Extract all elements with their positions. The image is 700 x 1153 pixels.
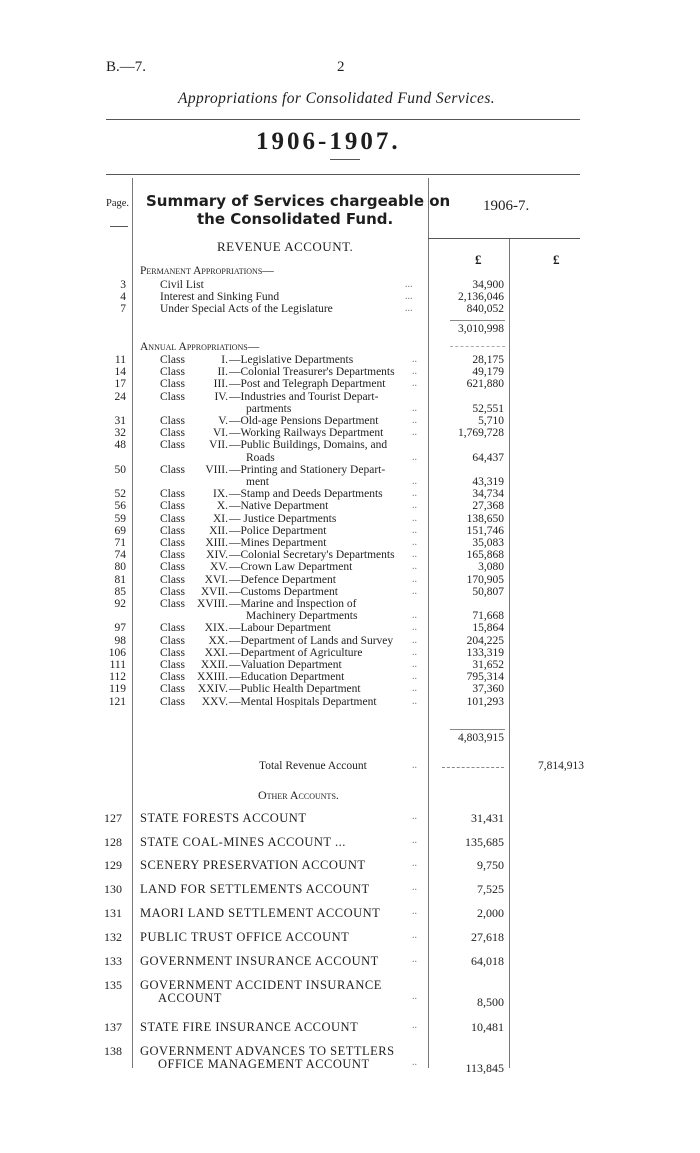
row-page-ref: 137 xyxy=(104,1020,122,1034)
row-class-label: Class xyxy=(160,366,185,379)
row-leader-dots: .. xyxy=(412,1020,417,1031)
row-page-ref: 56 xyxy=(114,500,126,513)
row-amount: 165,868 xyxy=(466,549,504,562)
row-class-label: Class xyxy=(160,622,185,635)
row-leader-dots: .. xyxy=(412,537,417,548)
row-class-numeral: XI. xyxy=(212,512,228,525)
row-class-label: Class xyxy=(160,439,185,452)
currency-symbol-1: £ xyxy=(475,252,482,267)
row-leader-dots: .. xyxy=(412,622,417,634)
row-description: —Colonial Treasurer's Departments xyxy=(229,366,395,379)
row-class-label: Class xyxy=(160,500,185,513)
page-number: 2 xyxy=(337,59,345,75)
row-amount: 64,018 xyxy=(471,954,504,968)
row-amount: 27,368 xyxy=(472,500,504,513)
row-description: —Labour Department xyxy=(229,622,331,635)
row-page-ref: 17 xyxy=(114,378,126,391)
row-class-label: Class xyxy=(160,683,185,696)
row-amount: 35,083 xyxy=(472,537,504,549)
row-description: Under Special Acts of the Legislature xyxy=(160,303,333,315)
row-page-ref: 98 xyxy=(114,634,126,647)
row-leader-dots: .. xyxy=(412,671,417,683)
row-description: STATE FIRE INSURANCE ACCOUNT xyxy=(140,1020,359,1034)
row-class-numeral: XVI. xyxy=(204,573,228,586)
row-description-continued: ment xyxy=(246,476,269,488)
row-class-label: Class xyxy=(160,634,185,647)
year-heading: 1906-1907. xyxy=(256,128,401,155)
row-leader-dots: ... xyxy=(405,291,413,302)
row-description: — Justice Departments xyxy=(229,512,337,525)
row-leader-dots: .. xyxy=(412,354,417,365)
page-subtitle: Appropriations for Consolidated Fund Services. xyxy=(178,90,496,107)
row-page-ref: 81 xyxy=(114,573,126,586)
row-description: STATE COAL-MINES ACCOUNT ... xyxy=(140,835,346,849)
row-page-ref: 128 xyxy=(104,835,122,849)
row-amount: 151,746 xyxy=(466,524,504,537)
row-description: GOVERNMENT ADVANCES TO SETTLERS xyxy=(140,1044,395,1058)
row-description: —Customs Department xyxy=(229,585,338,598)
row-page-ref: 92 xyxy=(114,598,126,610)
row-leader-dots: .. xyxy=(412,476,417,487)
row-class-numeral: XXIII. xyxy=(197,671,228,684)
row-page-ref: 135 xyxy=(104,978,122,992)
row-amount: 31,431 xyxy=(471,811,504,825)
row-page-ref: 111 xyxy=(109,659,126,671)
row-page-ref: 138 xyxy=(104,1044,122,1058)
row-class-label: Class xyxy=(160,549,185,562)
row-amount: 37,360 xyxy=(472,683,504,696)
row-amount: 64,437 xyxy=(472,451,504,464)
row-class-numeral: II. xyxy=(217,366,228,379)
amount-column-divider xyxy=(509,238,510,1068)
row-description: —Old-age Pensions Department xyxy=(229,415,379,427)
row-leader-dots: .. xyxy=(412,402,417,414)
row-leader-dots: .. xyxy=(412,549,417,561)
row-amount: 101,293 xyxy=(466,695,504,708)
row-description: —Marine and Inspection of xyxy=(229,598,357,610)
row-leader-dots: .. xyxy=(412,954,417,965)
row-leader-dots: ... xyxy=(405,303,413,314)
row-class-numeral: VII. xyxy=(209,439,228,452)
row-page-ref: 50 xyxy=(114,463,126,476)
row-class-label: Class xyxy=(160,573,185,586)
row-amount: 204,225 xyxy=(466,634,504,647)
row-description: PUBLIC TRUST OFFICE ACCOUNT xyxy=(140,930,350,944)
row-class-label: Class xyxy=(160,390,185,403)
permanent-subtotal: 3,010,998 xyxy=(458,323,504,335)
row-leader-dots: .. xyxy=(412,512,417,524)
row-description: —Police Department xyxy=(229,524,327,537)
row-amount: 31,652 xyxy=(472,659,504,671)
row-class-numeral: XIII. xyxy=(205,537,228,549)
row-class-label: Class xyxy=(160,463,185,476)
row-class-numeral: XXV. xyxy=(201,695,228,708)
row-description: —Public Health Department xyxy=(229,683,361,696)
row-page-ref: 97 xyxy=(114,622,126,635)
header-rule xyxy=(106,119,580,120)
row-amount: 135,685 xyxy=(465,835,504,849)
row-amount: 8,500 xyxy=(477,995,504,1009)
row-leader-dots: .. xyxy=(412,378,417,390)
row-description: —Defence Department xyxy=(229,573,336,586)
row-amount: 621,880 xyxy=(466,378,504,391)
row-amount: 113,845 xyxy=(465,1061,504,1075)
row-description: —Public Buildings, Domains, and xyxy=(229,439,388,452)
row-leader-dots: ... xyxy=(405,279,413,290)
row-class-label: Class xyxy=(160,488,185,501)
row-page-ref: 4 xyxy=(120,291,126,303)
row-leader-dots: .. xyxy=(412,1057,417,1068)
row-class-label: Class xyxy=(160,695,185,708)
row-class-numeral: XX. xyxy=(208,634,228,647)
row-amount: 28,175 xyxy=(472,354,504,366)
row-class-numeral: XXII. xyxy=(200,659,228,671)
row-description: —Colonial Secretary's Departments xyxy=(229,549,395,562)
row-description: —Post and Telegraph Department xyxy=(229,378,386,391)
row-class-numeral: VIII. xyxy=(205,463,228,476)
row-page-ref: 52 xyxy=(114,488,126,501)
row-page-ref: 32 xyxy=(114,427,126,440)
table-title-line1: Summary of Services chargeable on xyxy=(146,192,451,210)
row-leader-dots: .. xyxy=(412,634,417,646)
row-description-continued: Machinery Departments xyxy=(246,610,358,623)
permanent-subtotal-rule xyxy=(450,320,505,321)
row-description: —Department of Agriculture xyxy=(229,646,363,659)
row-page-ref: 119 xyxy=(109,683,126,696)
row-class-numeral: VI. xyxy=(212,427,228,440)
column-header-rule xyxy=(428,238,580,239)
row-class-numeral: XXIV. xyxy=(197,683,228,696)
row-leader-dots: .. xyxy=(412,695,417,707)
row-page-ref: 74 xyxy=(114,549,126,562)
row-amount: 133,319 xyxy=(466,646,504,659)
row-leader-dots: .. xyxy=(412,906,417,917)
row-class-label: Class xyxy=(160,537,185,549)
row-amount: 52,551 xyxy=(472,402,504,415)
row-page-ref: 133 xyxy=(104,954,122,968)
row-leader-dots: .. xyxy=(412,366,417,378)
row-description: —Working Railways Department xyxy=(229,427,384,440)
row-class-numeral: I. xyxy=(221,354,228,366)
permanent-appropriations-heading: Permanent Appropriations— xyxy=(140,265,274,277)
row-class-numeral: IV. xyxy=(214,390,228,403)
row-page-ref: 130 xyxy=(104,882,122,896)
row-amount: 34,900 xyxy=(472,279,504,291)
total-revenue-amount: 7,814,913 xyxy=(538,760,584,772)
row-class-label: Class xyxy=(160,378,185,391)
row-description-continued: ACCOUNT xyxy=(158,991,222,1005)
description-column-divider xyxy=(428,178,429,1068)
row-page-ref: 112 xyxy=(109,671,126,684)
row-page-ref: 14 xyxy=(114,366,126,379)
row-leader-dots: .. xyxy=(412,524,417,536)
row-page-ref: 11 xyxy=(114,354,126,366)
row-description: Civil List xyxy=(160,279,204,291)
row-amount: 2,136,046 xyxy=(458,291,504,303)
row-page-ref: 59 xyxy=(114,512,126,525)
row-page-ref: 132 xyxy=(104,930,122,944)
row-page-ref: 106 xyxy=(108,646,126,659)
table-title-line2: the Consolidated Fund. xyxy=(197,210,394,228)
row-description: —Printing and Stationery Depart- xyxy=(229,463,386,476)
row-amount: 27,618 xyxy=(471,930,504,944)
row-leader-dots: .. xyxy=(412,882,417,893)
row-description: —Department of Lands and Survey xyxy=(229,634,394,647)
row-description: STATE FORESTS ACCOUNT xyxy=(140,811,307,825)
row-amount: 138,650 xyxy=(466,512,504,525)
row-page-ref: 129 xyxy=(104,858,122,872)
row-amount: 2,000 xyxy=(477,906,504,920)
row-leader-dots: .. xyxy=(412,811,417,822)
row-leader-dots: .. xyxy=(412,991,417,1002)
annual-heading-dash xyxy=(450,346,505,347)
row-description: GOVERNMENT ACCIDENT INSURANCE xyxy=(140,978,382,992)
row-leader-dots: .. xyxy=(412,646,417,658)
row-amount: 1,769,728 xyxy=(458,427,504,440)
row-class-label: Class xyxy=(160,646,185,659)
row-description-continued: partments xyxy=(246,402,292,415)
year-underline xyxy=(330,159,360,160)
row-leader-dots: .. xyxy=(412,427,417,439)
row-leader-dots: .. xyxy=(412,610,417,622)
row-description: MAORI LAND SETTLEMENT ACCOUNT xyxy=(140,906,381,920)
row-leader-dots: .. xyxy=(412,451,417,463)
row-class-numeral: XXI. xyxy=(204,646,228,659)
row-description: LAND FOR SETTLEMENTS ACCOUNT xyxy=(140,882,370,896)
row-class-label: Class xyxy=(160,598,185,610)
row-amount: 170,905 xyxy=(466,573,504,586)
row-amount: 7,525 xyxy=(477,882,504,896)
row-description: GOVERNMENT INSURANCE ACCOUNT xyxy=(140,954,379,968)
row-page-ref: 48 xyxy=(114,439,126,452)
row-class-numeral: XIV. xyxy=(206,549,228,562)
row-page-ref: 69 xyxy=(114,524,126,537)
row-leader-dots: .. xyxy=(412,561,417,573)
row-page-ref: 31 xyxy=(114,415,126,427)
row-description: —Native Department xyxy=(229,500,329,513)
row-description: —Industries and Tourist Depart- xyxy=(229,390,379,403)
total-revenue-label: Total Revenue Account xyxy=(259,760,367,772)
row-amount: 3,080 xyxy=(478,561,504,574)
row-class-label: Class xyxy=(160,561,185,574)
row-page-ref: 71 xyxy=(114,537,126,549)
row-class-numeral: IX. xyxy=(212,488,228,501)
row-amount: 10,481 xyxy=(471,1020,504,1034)
annual-subtotal: 4,803,915 xyxy=(458,732,504,744)
row-page-ref: 80 xyxy=(114,561,126,574)
row-amount: 34,734 xyxy=(472,488,504,501)
row-page-ref: 121 xyxy=(108,695,126,708)
annual-appropriations-heading: Annual Appropriations— xyxy=(140,341,260,353)
row-class-label: Class xyxy=(160,671,185,684)
row-leader-dots: .. xyxy=(412,930,417,941)
row-class-numeral: XIX. xyxy=(204,622,228,635)
row-description: —Education Department xyxy=(229,671,345,684)
row-class-numeral: XVIII. xyxy=(197,598,228,610)
row-leader-dots: .. xyxy=(412,858,417,869)
row-page-ref: 7 xyxy=(120,303,126,315)
row-amount: 840,052 xyxy=(466,303,504,315)
row-leader-dots: .. xyxy=(412,500,417,512)
row-description: —Crown Law Department xyxy=(229,561,353,574)
row-class-label: Class xyxy=(160,512,185,525)
row-amount: 50,807 xyxy=(472,585,504,598)
page-column-divider xyxy=(132,178,133,1068)
row-description: —Legislative Departments xyxy=(229,354,354,366)
page-column-header: Page. xyxy=(106,198,130,209)
row-class-label: Class xyxy=(160,524,185,537)
period-header: 1906-7. xyxy=(483,198,530,214)
row-description: —Stamp and Deeds Departments xyxy=(229,488,383,501)
page-header-underline xyxy=(110,226,128,227)
row-description: —Mental Hospitals Department xyxy=(229,695,377,708)
row-description-continued: Roads xyxy=(246,451,275,464)
other-accounts-heading: Other Accounts. xyxy=(258,788,339,802)
row-leader-dots: .. xyxy=(412,683,417,695)
row-class-label: Class xyxy=(160,415,185,427)
row-description: —Valuation Department xyxy=(229,659,342,671)
total-revenue-dash xyxy=(442,767,504,768)
row-leader-dots: .. xyxy=(412,835,417,846)
row-class-label: Class xyxy=(160,354,185,366)
row-amount: 9,750 xyxy=(477,858,504,872)
row-class-numeral: III. xyxy=(213,378,228,391)
row-leader-dots: .. xyxy=(412,488,417,500)
revenue-account-heading: REVENUE ACCOUNT. xyxy=(217,239,354,254)
row-amount: 49,179 xyxy=(472,366,504,379)
row-leader-dots: .. xyxy=(412,585,417,597)
row-page-ref: 127 xyxy=(104,811,122,825)
row-class-numeral: V. xyxy=(218,415,228,427)
row-description-continued: OFFICE MANAGEMENT ACCOUNT xyxy=(158,1057,370,1071)
row-class-label: Class xyxy=(160,585,185,598)
row-class-numeral: X. xyxy=(216,500,228,513)
row-page-ref: 3 xyxy=(120,279,126,291)
row-page-ref: 85 xyxy=(114,585,126,598)
row-amount: 795,314 xyxy=(466,671,504,684)
row-leader-dots: .. xyxy=(412,659,417,670)
row-class-label: Class xyxy=(160,427,185,440)
row-class-label: Class xyxy=(160,659,185,671)
row-amount: 15,864 xyxy=(472,622,504,635)
row-amount: 43,319 xyxy=(472,476,504,488)
currency-symbol-2: £ xyxy=(553,252,560,267)
row-leader-dots: .. xyxy=(412,573,417,585)
row-description: —Mines Department xyxy=(229,537,327,549)
row-class-numeral: XVII. xyxy=(200,585,228,598)
document-ref: B.—7. xyxy=(106,59,147,75)
total-revenue-leader: .. xyxy=(412,760,417,771)
annual-subtotal-rule xyxy=(450,729,505,730)
row-page-ref: 24 xyxy=(114,390,126,403)
row-leader-dots: .. xyxy=(412,415,417,426)
row-class-numeral: XV. xyxy=(209,561,228,574)
row-amount: 5,710 xyxy=(478,415,504,427)
row-page-ref: 131 xyxy=(104,906,122,920)
row-description: Interest and Sinking Fund xyxy=(160,291,280,303)
table-top-rule xyxy=(106,174,580,175)
row-description: SCENERY PRESERVATION ACCOUNT xyxy=(140,858,366,872)
row-class-numeral: XII. xyxy=(209,524,228,537)
row-amount: 71,668 xyxy=(472,610,504,623)
